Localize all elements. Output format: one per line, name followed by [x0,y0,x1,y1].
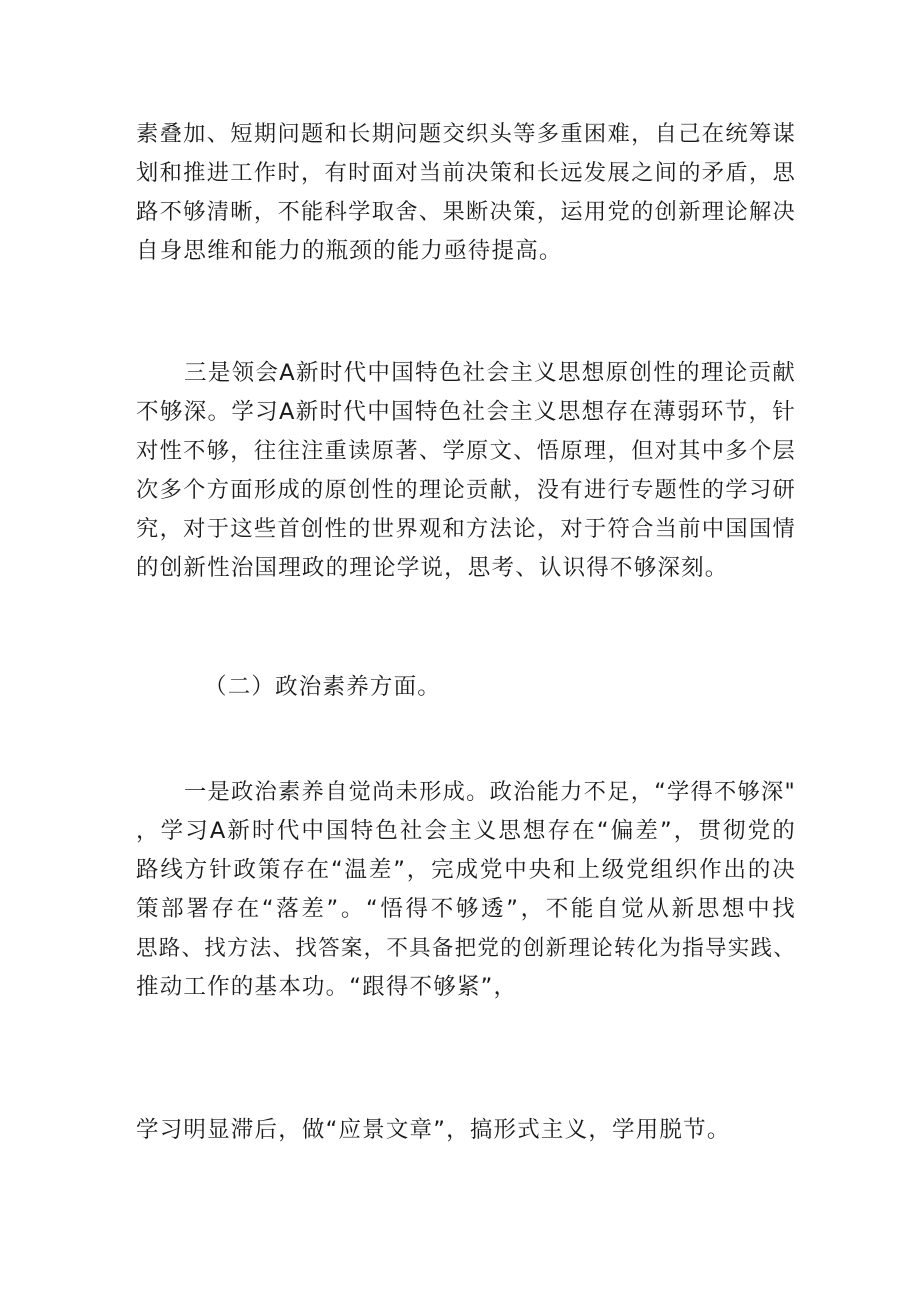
text-line: 策部署存在“落差”。“悟得不够透”，不能自觉从新思想中找 [136,896,796,922]
text-line: 对性不够，往往注重读原著、学原文、悟原理，但对其中多个层 [136,438,796,464]
section-heading [136,668,796,707]
text-line: 划和推进工作时，有时面对当前决策和长远发展之间的矛盾，思 [136,160,796,186]
text-line: 的创新性治国理政的理论学说，思考、认识得不够深刻。 [136,555,729,581]
text-line: 素叠加、短期问题和长期问题交织头等多重困难，自己在统筹谋 [136,121,796,147]
paragraph-continuation [136,115,796,271]
text-line: 思路、找方法、找答案，不具备把党的创新理论转化为指导实践、 [136,936,796,961]
text-line: 一是政治素养自觉尚未形成。政治能力不足，“学得不够深" [184,779,796,805]
text-line: 不够深。学习A新时代中国特色社会主义思想存在薄弱环节，针 [136,399,796,425]
text-line: ，学习A新时代中国特色社会主义思想存在“偏差”，贯彻党的 [136,818,796,844]
text-line: 三是领会A新时代中国特色社会主义思想原创性的理论贡献 [184,360,796,386]
paragraph-closing [136,1111,796,1150]
paragraph-theory-contribution [136,354,796,588]
text-line: 究，对于这些首创性的世界观和方法论，对于符合当前中国国情 [136,516,796,542]
text-line: 路不够清晰，不能科学取舍、果断决策，运用党的创新理论解决 [136,199,796,225]
text-line: 推动工作的基本功。“跟得不够紧”， [136,974,518,1000]
text-line: 路线方针政策存在“温差”，完成党中央和上级党组织作出的决 [136,857,796,883]
heading-text: （二）政治素养方面。 [204,674,442,700]
paragraph-political-literacy [136,773,796,1007]
text-line: 学习明显滞后，做“应景文章”，搞形式主义，学用脱节。 [136,1117,731,1143]
text-line: 自身思维和能力的瓶颈的能力亟待提高。 [136,238,563,264]
text-line: 次多个方面形成的原创性的理论贡献，没有进行专题性的学习研 [136,477,796,503]
